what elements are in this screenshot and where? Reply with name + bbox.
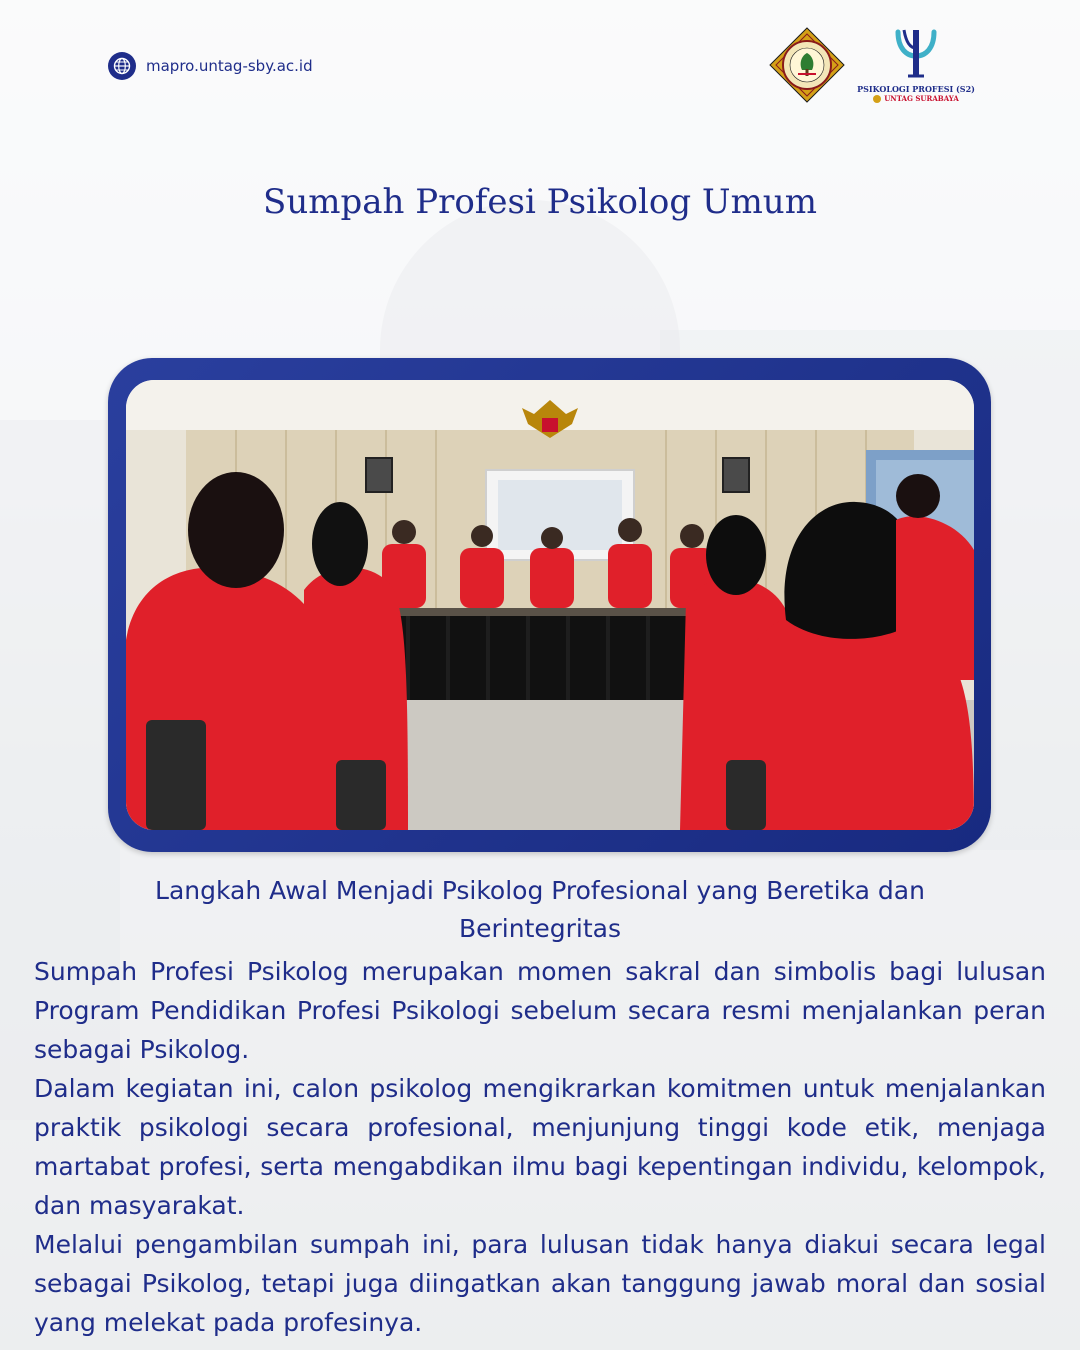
university-seal-logo xyxy=(768,26,846,104)
program-logo-subcaption-text: UNTAG SURABAYA xyxy=(884,94,959,103)
event-photo xyxy=(126,380,974,830)
program-logo-subcaption xyxy=(873,94,959,103)
site-link[interactable] xyxy=(108,52,313,80)
psi-mark-icon xyxy=(886,26,946,82)
psi-logo xyxy=(857,26,975,103)
page-title: Sumpah Profesi Psikolog Umum xyxy=(263,182,817,222)
oath-ceremony-photo xyxy=(126,380,974,830)
globe-icon xyxy=(108,52,136,80)
program-logo-caption: PSIKOLOGI PROFESI (S2) xyxy=(857,84,975,94)
header-logos xyxy=(768,26,975,104)
photo-frame xyxy=(108,358,991,852)
mini-seal-icon xyxy=(873,95,881,103)
paragraph-2: Dalam kegiatan ini, calon psikolog mengikrarkan komitmen untuk menjalankan praktik psikologi secara profesional, menjunjung tinggi kode etik, menjaga martabat profesi, serta mengabdikan ilmu bagi kepentingan individu, kelompok, dan masyarakat. xyxy=(34,1074,1046,1220)
site-url[interactable]: mapro.untag-sby.ac.id xyxy=(146,57,313,75)
paragraph-3: Melalui pengambilan sumpah ini, para lulusan tidak hanya diakui secara legal sebagai Psikolog, tetapi juga diingatkan akan tanggung jawab moral dan sosial yang melekat pada profesinya. xyxy=(34,1230,1046,1337)
paragraph-1: Sumpah Profesi Psikolog merupakan momen sakral dan simbolis bagi lulusan Program Pendidikan Profesi Psikologi sebelum secara resmi menjalankan peran sebagai Psikolog. xyxy=(34,957,1046,1064)
subtitle: Langkah Awal Menjadi Psikolog Profesional yang Beretika dan Berintegritas xyxy=(155,876,925,943)
body-text xyxy=(34,952,1046,1342)
